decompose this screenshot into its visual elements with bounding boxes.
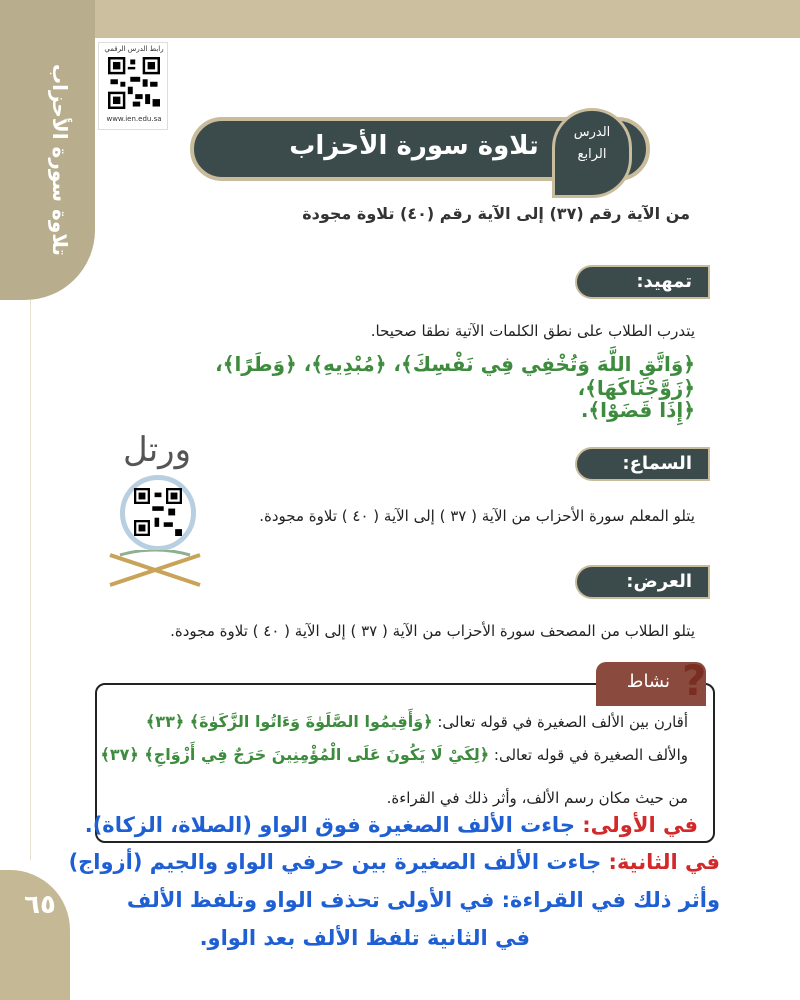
answer-line-1 <box>58 813 698 837</box>
listening-header-label: السماع: <box>622 453 692 474</box>
answer-line-1-label: في الأولى: <box>582 813 698 837</box>
recite-qr-code-icon <box>134 488 182 536</box>
lesson-title: تلاوة سورة الأحزاب <box>289 131 539 161</box>
qr-url[interactable]: www.ien.edu.sa <box>106 115 162 123</box>
sidebar-chapter-title: تلاوة سورة الأحزاب <box>48 64 72 256</box>
lesson-badge-label: الدرس <box>573 125 611 140</box>
answer-line-3: وأثر ذلك في القراءة: في الأولى تحذف الواو وتلفظ الألف <box>126 888 720 912</box>
answer-line-2-label: في الثانية: <box>608 850 720 874</box>
digital-lesson-qr[interactable] <box>98 42 168 130</box>
qr-code-icon <box>108 57 160 109</box>
page-number: ٦٥ <box>24 890 56 920</box>
activity-line-3: من حيث مكان رسم الألف، وأثر ذلك في القراءة. <box>386 789 688 807</box>
qr-caption: رابط الدرس الرقمي <box>104 45 164 53</box>
answer-line-2-text: جاءت الألف الصغيرة بين حرفي الواو والجيم (أزواج) <box>68 850 602 874</box>
activity-line-1 <box>88 712 688 731</box>
activity-line-2-verse: ﴿لِكَيْ لَا يَكُونَ عَلَى الْمُؤْمِنِينَ حَرَجٌ فِي أَزْوَاجِ﴾ ﴿٣٧﴾ <box>100 745 490 764</box>
lesson-badge-number: الرابع <box>577 147 607 162</box>
intro-text: يتدرب الطلاب على نطق الكلمات الآتية نطقا صحيحا. <box>370 322 695 340</box>
recite-qr-logo[interactable] <box>100 430 210 590</box>
lesson-number-badge <box>552 108 632 198</box>
intro-quran-line-2: ﴿إِذَا قَضَوْا﴾. <box>580 398 695 422</box>
presentation-text: يتلو الطلاب من المصحف سورة الأحزاب من الآية ( ٣٧ ) إلى الآية ( ٤٠ ) تلاوة مجودة. <box>170 622 695 640</box>
recite-calligraphy: ورتل <box>122 430 192 470</box>
listening-text: يتلو المعلم سورة الأحزاب من الآية ( ٣٧ ) إلى الآية ( ٤٠ ) تلاوة مجودة. <box>259 507 695 525</box>
top-band-inner <box>95 0 800 38</box>
question-mark-icon: ? <box>682 656 707 705</box>
section-header-intro <box>575 265 710 299</box>
activity-line-2 <box>88 745 688 764</box>
presentation-header-label: العرض: <box>626 571 692 592</box>
activity-line-1-verse: ﴿وَأَقِيمُوا الصَّلَوٰةَ وَءَاتُوا الزَّكَوٰةَ﴾ ﴿٣٣﴾ <box>145 712 433 731</box>
answer-line-4: في الثانية تلفظ الألف بعد الواو. <box>199 926 530 950</box>
lesson-subtitle: من الآية رقم (٣٧) إلى الآية رقم (٤٠) تلاوة مجودة <box>302 204 690 223</box>
activity-line-1-prefix: أقارن بين الألف الصغيرة في قوله تعالى: <box>437 713 688 731</box>
section-header-listening <box>575 447 710 481</box>
answer-line-1-text: جاءت الألف الصغيرة فوق الواو (الصلاة، الزكاة). <box>84 813 575 837</box>
left-decoration-line <box>30 300 95 860</box>
section-header-presentation <box>575 565 710 599</box>
intro-header-label: تمهيد: <box>636 271 692 292</box>
left-sidebar-strip <box>0 0 95 300</box>
activity-line-2-prefix: والألف الصغيرة في قوله تعالى: <box>493 746 688 764</box>
intro-quran-line-1: ﴿وَاتَّقِ اللَّهَ وَتُخْفِي فِي نَفْسِكَ﴾، ﴿مُبْدِيهِ﴾، ﴿وَطَرًا﴾، ﴿زَوَّجْنَاكَهَا﴾، <box>215 352 695 400</box>
quran-stand-icon <box>100 550 210 590</box>
answer-line-2 <box>20 850 720 874</box>
activity-tab-label: نشاط <box>626 671 670 692</box>
